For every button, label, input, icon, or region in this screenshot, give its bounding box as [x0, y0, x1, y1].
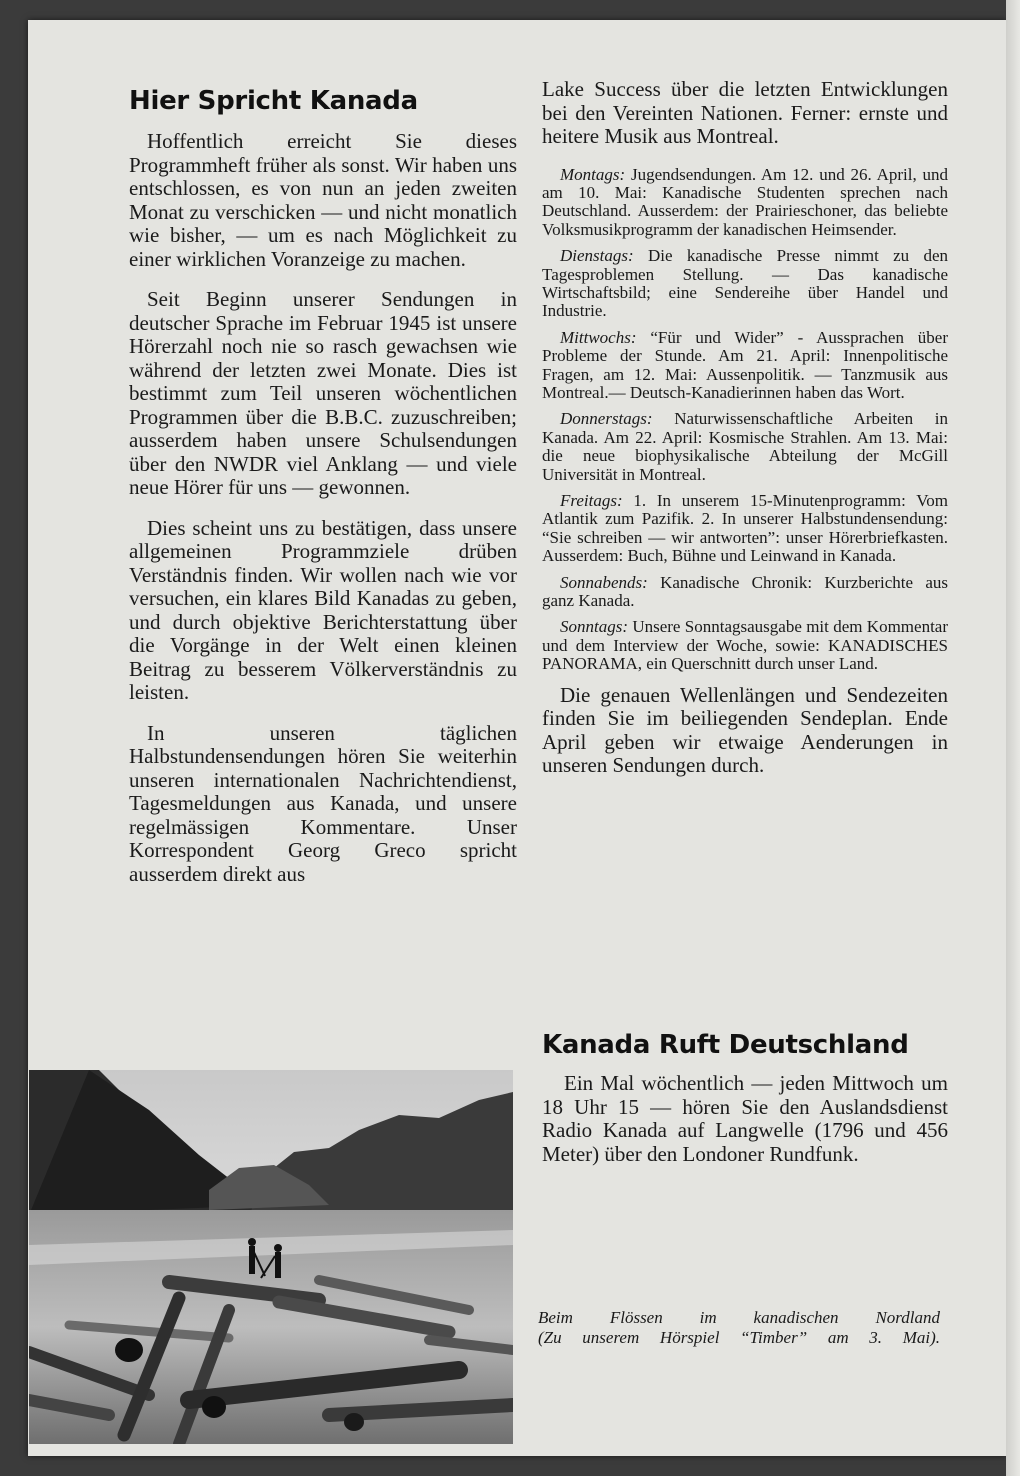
schedule-day: Dienstags: — [560, 246, 634, 266]
paragraph: Dies scheint uns zu bestätigen, dass unsere allgemeinen Programmziele drüben Verständnis finden. Wir wollen nach wie vor versuchen, ein klares Bild Kanadas zu geben, und durch objektive Berichterstattung über die Vorgänge in der Welt einen kleinen Beitrag zu besserem Völkerverständnis zu leisten. — [129, 515, 517, 704]
paragraph: Seit Beginn unserer Sendungen in deutscher Sprache im Februar 1945 ist unsere Hörerzahl noch nie so rasch gewachsen wie während der letzten zwei Monate. Dies ist bestimmt zum Teil unseren wöchentlichen Programmen über die B.B.C. zuzuschreiben; ausserdem haben unsere Schulsendungen über den NWDR viel Anklang — und viele neue Hörer für uns — gewonnen. — [129, 287, 517, 499]
schedule-text: 1. In unserem 15-Minutenprogramm: Vom Atlantik zum Pazifik. 2. In unserer Halbstundensendung: “Sie schreiben — wir antworten”: unser Hörerbriefkasten. Ausserdem: Buch, Bühne und Leinwand in Kanada. — [542, 491, 949, 566]
caption-line: Beim Flössen im kanadischen Nordland — [538, 1308, 940, 1327]
schedule-item-donnerstags — [542, 410, 948, 484]
article-title-hier-spricht-kanada: Hier Spricht Kanada — [129, 86, 418, 116]
photo-caption — [538, 1308, 940, 1347]
schedule-item-dienstags — [542, 247, 948, 321]
document-page — [28, 20, 1006, 1456]
paragraph-continuation: Lake Success über die letzten Entwicklungen bei den Vereinten Nationen. Ferner: ernste und heitere Musik aus Montreal. — [542, 77, 948, 148]
paragraph: Hoffentlich erreicht Sie dieses Programmheft früher als sonst. Wir haben uns entschlossen, es von nun an jeden zweiten Monat zu verschicken — und nicht monatlich wie bisher, — um es nach Möglichkeit zu einer wirklichen Voranzeige zu machen. — [129, 129, 517, 271]
schedule-day: Montags: — [560, 164, 626, 184]
schedule-day: Freitags: — [560, 491, 623, 510]
schedule-text: Die kanadische Presse nimmt zu den Tagesproblemen Stellung. — Das kanadische Wirtschaftsbild; eine Sendereihe über Handel und Industrie. — [542, 246, 948, 321]
schedule-day: Donnerstags: — [560, 409, 653, 429]
paragraph: Ein Mal wöchentlich — jeden Mittwoch um 18 Uhr 15 — hören Sie den Auslandsdienst Radio Kanada auf Langwelle (1796 und 456 Meter) über den Londoner Rundfunk. — [542, 1071, 948, 1166]
schedule-text: Unsere Sonntagsausgabe mit dem Kommentar und dem Interview der Woche, sowie: KANADISCHES PANORAMA, ein Querschnitt durch unser Land. — [542, 617, 948, 674]
schedule-day: Sonntags: — [560, 617, 628, 637]
paragraph-closing: Die genauen Wellenlängen und Sendezeiten finden Sie im beiliegenden Sendeplan. Ende April geben wir etwaige Aenderungen in unseren Sendungen durch. — [542, 682, 948, 778]
article-kanada-ruft-deutschland — [542, 1030, 948, 1166]
schedule-item-montags — [542, 166, 948, 240]
schedule-day: Mittwochs: — [560, 327, 637, 347]
page-edge — [1006, 0, 1020, 1476]
schedule-item-sonnabends — [542, 574, 948, 611]
schedule-text: Kanadische Chronik: Kurzberichte aus ganz Kanada. — [542, 572, 948, 611]
paragraph: In unseren täglichen Halbstundensendungen hören Sie weiterhin unseren internationalen Nachrichtendienst, Tagesmeldungen aus Kanada, und unsere regelmässigen Kommentare. Unser Korrespondent Georg Greco spricht ausserdem direkt aus — [129, 720, 517, 886]
schedule-item-sonntags — [542, 618, 948, 673]
left-column — [129, 78, 517, 903]
caption-line: (Zu unserem Hörspiel “Timber” am 3. Mai). — [538, 1327, 940, 1347]
right-column — [542, 78, 948, 795]
schedule-text: Naturwissenschaftliche Arbeiten in Kanada. Am 22. April: Kosmische Strahlen. Am 13. Mai: die neue biophysikalische Abteilung der McGill Universität in Montreal. — [542, 409, 948, 484]
schedule-text: “Für und Wider” - Aussprachen über Probleme der Stunde. Am 21. April: Innenpolitische Fragen, am 12. Mai: Aussenpolitik. — Tanzmusik aus Montreal.— Deutsch-Kanadierinnen haben das Wort. — [542, 327, 948, 402]
schedule-text: Jugendsendungen. Am 12. und 26. April, und am 10. Mai: Kanadische Studenten sprechen nach Deutschland. Ausserdem: der Prairieschoner, das beliebte Volksmusikprogramm der kanadischen Heimsender. — [542, 164, 948, 239]
schedule-day: Sonnabends: — [560, 572, 648, 592]
article-title-kanada-ruft-deutschland: Kanada Ruft Deutschland — [542, 1030, 909, 1060]
schedule-item-mittwochs — [542, 329, 948, 403]
schedule-item-freitags — [542, 492, 948, 566]
photo-log-rafting — [29, 1070, 513, 1444]
